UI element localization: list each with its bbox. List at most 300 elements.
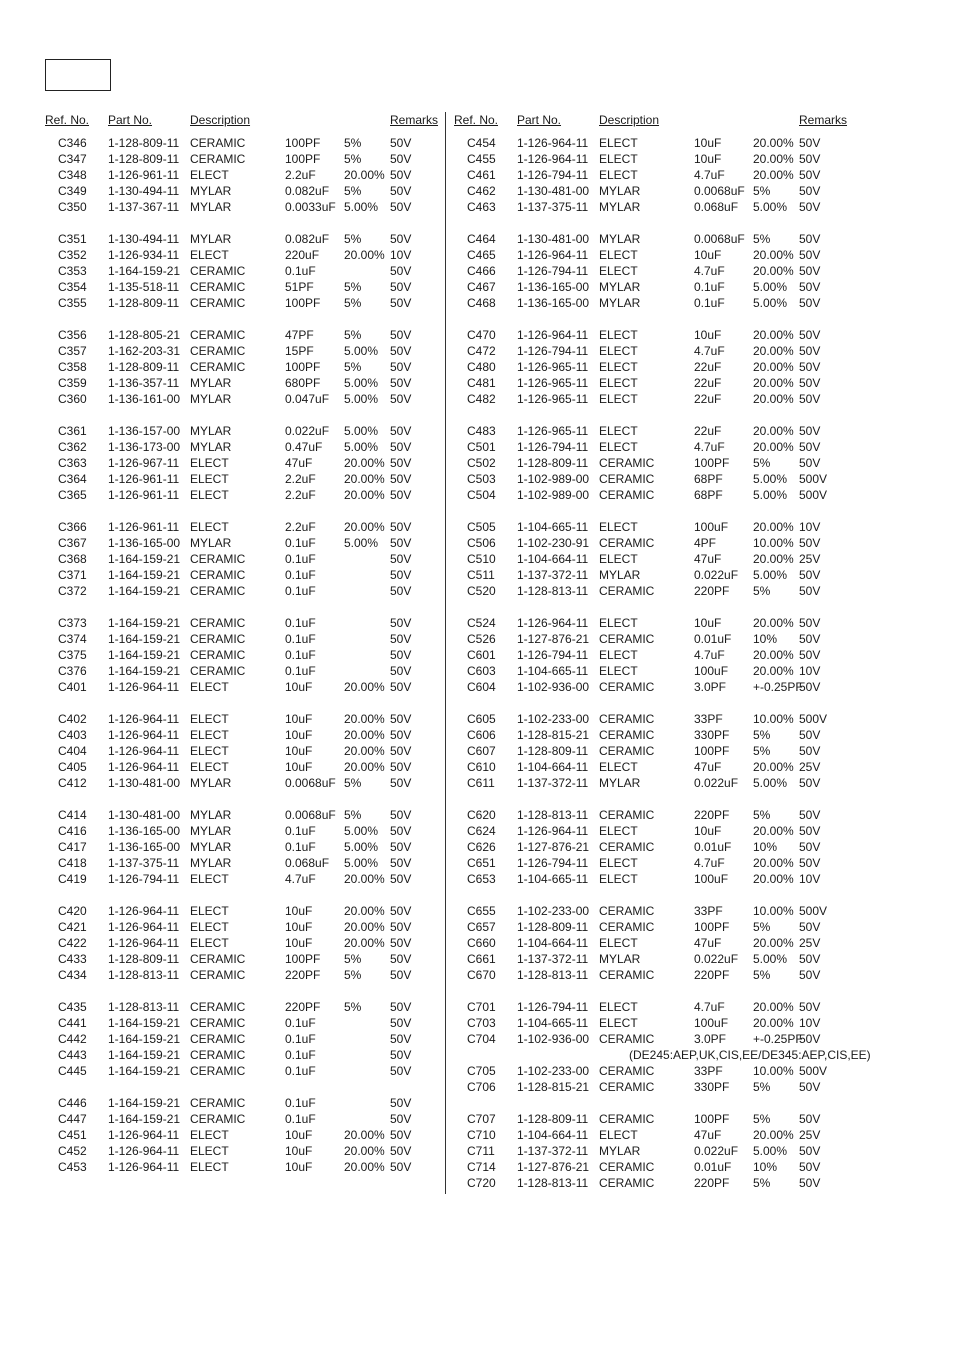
value-cell: 68PF (694, 472, 723, 486)
ref-no-cell: C505 (467, 520, 496, 534)
description-cell: ELECT (599, 344, 638, 358)
ref-no-cell: C465 (467, 248, 496, 262)
voltage-cell: 50V (799, 568, 821, 582)
value-cell: 4.7uF (694, 648, 725, 662)
part-no-cell: 1-130-481-00 (517, 232, 590, 246)
tolerance-cell: 5% (344, 152, 362, 166)
tolerance-cell: 20.00% (753, 248, 794, 262)
value-cell: 0.1uF (285, 552, 316, 566)
ref-no-cell: C524 (467, 616, 496, 630)
voltage-cell: 50V (390, 536, 412, 550)
voltage-cell: 50V (390, 488, 412, 502)
ref-no-cell: C705 (467, 1064, 496, 1078)
part-no-cell: 1-126-964-11 (517, 248, 589, 262)
description-cell: ELECT (599, 1016, 638, 1030)
value-cell: 33PF (694, 1064, 723, 1078)
ref-no-cell: C446 (58, 1096, 87, 1110)
value-cell: 0.1uF (285, 568, 316, 582)
value-cell: 0.1uF (285, 536, 316, 550)
value-cell: 0.1uF (285, 1064, 316, 1078)
voltage-cell: 50V (390, 200, 412, 214)
value-cell: 0.068uF (694, 200, 739, 214)
part-no-cell: 1-126-794-11 (517, 648, 589, 662)
ref-no-cell: C703 (467, 1016, 496, 1030)
description-cell: CERAMIC (190, 152, 246, 166)
description-cell: CERAMIC (190, 952, 246, 966)
description-cell: MYLAR (190, 424, 232, 438)
ref-no-cell: C418 (58, 856, 87, 870)
column-divider (445, 112, 446, 1194)
part-no-cell: 1-137-372-11 (517, 952, 589, 966)
value-cell: 0.1uF (285, 1048, 316, 1062)
value-cell: 47uF (694, 1128, 722, 1142)
part-no-cell: 1-137-372-11 (517, 568, 589, 582)
part-no-cell: 1-130-481-00 (108, 808, 181, 822)
tolerance-cell: 5.00% (753, 200, 788, 214)
voltage-cell: 50V (390, 1032, 412, 1046)
value-cell: 100PF (694, 1112, 730, 1126)
value-cell: 10uF (285, 728, 313, 742)
voltage-cell: 10V (799, 664, 821, 678)
description-cell: ELECT (599, 264, 638, 278)
part-no-cell: 1-126-964-11 (108, 1160, 180, 1174)
ref-no-cell: C502 (467, 456, 496, 470)
voltage-cell: 50V (799, 584, 821, 598)
part-no-cell: 1-126-965-11 (517, 360, 589, 374)
ref-no-cell: C442 (58, 1032, 87, 1046)
tolerance-cell: 5.00% (344, 440, 379, 454)
ref-no-cell: C482 (467, 392, 496, 406)
part-no-cell: 1-127-876-21 (517, 632, 590, 646)
part-no-cell: 1-164-159-21 (108, 1016, 181, 1030)
ref-no-cell: C402 (58, 712, 87, 726)
part-no-cell: 1-126-965-11 (517, 424, 589, 438)
part-no-cell: 1-126-964-11 (108, 936, 180, 950)
part-no-cell: 1-128-809-11 (108, 952, 180, 966)
tolerance-cell: 10% (753, 840, 778, 854)
tolerance-cell: 5.00% (753, 568, 788, 582)
part-no-cell: 1-126-964-11 (517, 152, 589, 166)
part-no-cell: 1-102-989-00 (517, 488, 590, 502)
voltage-cell: 50V (390, 280, 412, 294)
voltage-cell: 50V (390, 456, 412, 470)
voltage-cell: 50V (799, 280, 821, 294)
tolerance-cell: 5% (344, 808, 362, 822)
part-no-cell: 1-137-375-11 (108, 856, 180, 870)
part-no-cell: 1-126-964-11 (517, 616, 589, 630)
ref-no-cell: C367 (58, 536, 87, 550)
description-cell: CERAMIC (599, 728, 655, 742)
value-cell: 10uF (285, 1160, 313, 1174)
description-cell: CERAMIC (599, 904, 655, 918)
ref-no-cell: C653 (467, 872, 496, 886)
voltage-cell: 50V (799, 376, 821, 390)
ref-no-cell: C704 (467, 1032, 496, 1046)
value-cell: 220PF (694, 1176, 730, 1190)
value-cell: 10uF (285, 680, 313, 694)
description-cell: CERAMIC (599, 744, 655, 758)
ref-no-cell: C349 (58, 184, 87, 198)
tolerance-cell: 20.00% (344, 872, 385, 886)
header-remarks: Remarks (390, 113, 439, 127)
description-cell: ELECT (190, 1144, 229, 1158)
tolerance-cell: 5.00% (753, 952, 788, 966)
tolerance-cell: 20.00% (344, 728, 385, 742)
value-cell: 220PF (285, 1000, 321, 1014)
description-cell: MYLAR (190, 824, 232, 838)
ref-no-cell: C359 (58, 376, 87, 390)
voltage-cell: 50V (390, 440, 412, 454)
part-no-cell: 1-127-876-21 (517, 1160, 590, 1174)
ref-no-cell: C466 (467, 264, 496, 278)
value-cell: 10uF (694, 616, 722, 630)
ref-no-cell: C468 (467, 296, 496, 310)
voltage-cell: 50V (390, 632, 412, 646)
part-no-cell: 1-128-813-11 (517, 968, 589, 982)
description-cell: ELECT (599, 760, 638, 774)
ref-no-cell: C372 (58, 584, 87, 598)
description-cell: MYLAR (190, 184, 232, 198)
voltage-cell: 10V (390, 248, 412, 262)
voltage-cell: 500V (799, 488, 828, 502)
part-no-cell: 1-128-809-11 (108, 136, 180, 150)
description-cell: ELECT (599, 168, 638, 182)
voltage-cell: 50V (799, 296, 821, 310)
voltage-cell: 50V (390, 968, 412, 982)
ref-no-cell: C626 (467, 840, 496, 854)
value-cell: 100PF (694, 920, 730, 934)
part-no-cell: 1-128-815-21 (517, 728, 590, 742)
tolerance-cell: +-0.25PF (753, 680, 803, 694)
destination-note: (DE245:AEP,UK,CIS,EE/DE345:AEP,CIS,EE) (629, 1048, 871, 1062)
voltage-cell: 500V (799, 1064, 828, 1078)
ref-no-cell: C375 (58, 648, 87, 662)
voltage-cell: 50V (390, 552, 412, 566)
tolerance-cell: 20.00% (753, 648, 794, 662)
ref-no-cell: C520 (467, 584, 496, 598)
part-no-cell: 1-137-372-11 (517, 776, 589, 790)
ref-no-cell: C610 (467, 760, 496, 774)
part-no-cell: 1-164-159-21 (108, 632, 181, 646)
value-cell: 22uF (694, 424, 722, 438)
voltage-cell: 50V (799, 1000, 821, 1014)
part-no-cell: 1-102-233-00 (517, 712, 590, 726)
value-cell: 47uF (694, 936, 722, 950)
ref-no-cell: C404 (58, 744, 87, 758)
voltage-cell: 50V (390, 344, 412, 358)
part-no-cell: 1-127-876-21 (517, 840, 590, 854)
voltage-cell: 500V (799, 712, 828, 726)
value-cell: 0.01uF (694, 632, 732, 646)
part-no-cell: 1-126-961-11 (108, 472, 180, 486)
part-no-cell: 1-164-159-21 (108, 1096, 181, 1110)
description-cell: CERAMIC (190, 264, 246, 278)
value-cell: 0.022uF (285, 424, 330, 438)
part-no-cell: 1-126-964-11 (108, 712, 180, 726)
tolerance-cell: 5% (344, 184, 362, 198)
tolerance-cell: 5% (753, 744, 771, 758)
description-cell: CERAMIC (190, 360, 246, 374)
tolerance-cell: 5% (753, 584, 771, 598)
description-cell: ELECT (599, 1000, 638, 1014)
description-cell: MYLAR (190, 200, 232, 214)
part-no-cell: 1-126-964-11 (517, 136, 589, 150)
part-no-cell: 1-164-159-21 (108, 1064, 181, 1078)
voltage-cell: 50V (390, 856, 412, 870)
tolerance-cell: 10.00% (753, 712, 794, 726)
value-cell: 680PF (285, 376, 321, 390)
voltage-cell: 50V (799, 232, 821, 246)
tolerance-cell: 20.00% (344, 1128, 385, 1142)
voltage-cell: 50V (390, 1144, 412, 1158)
description-cell: CERAMIC (190, 1064, 246, 1078)
tolerance-cell: 20.00% (753, 440, 794, 454)
value-cell: 0.0068uF (285, 776, 336, 790)
ref-no-cell: C353 (58, 264, 87, 278)
tolerance-cell: 20.00% (344, 488, 385, 502)
tolerance-cell: 20.00% (753, 424, 794, 438)
part-no-cell: 1-128-809-11 (108, 296, 180, 310)
description-cell: ELECT (190, 1128, 229, 1142)
tolerance-cell: 5.00% (344, 424, 379, 438)
part-no-cell: 1-126-964-11 (108, 1144, 180, 1158)
tolerance-cell: 20.00% (344, 760, 385, 774)
tolerance-cell: 5.00% (753, 1144, 788, 1158)
ref-no-cell: C607 (467, 744, 496, 758)
tolerance-cell: 20.00% (344, 248, 385, 262)
tolerance-cell: 5% (753, 968, 771, 982)
tolerance-cell: 5.00% (753, 296, 788, 310)
ref-no-cell: C445 (58, 1064, 87, 1078)
ref-no-cell: C511 (467, 568, 495, 582)
value-cell: 4.7uF (694, 856, 725, 870)
description-cell: MYLAR (599, 568, 641, 582)
voltage-cell: 50V (799, 1144, 821, 1158)
voltage-cell: 50V (390, 1016, 412, 1030)
description-cell: ELECT (190, 472, 229, 486)
value-cell: 4.7uF (694, 1000, 725, 1014)
value-cell: 0.01uF (694, 1160, 732, 1174)
part-no-cell: 1-162-203-31 (108, 344, 181, 358)
value-cell: 2.2uF (285, 168, 316, 182)
description-cell: MYLAR (190, 440, 232, 454)
tolerance-cell: 20.00% (753, 520, 794, 534)
description-cell: CERAMIC (599, 1064, 655, 1078)
ref-no-cell: C503 (467, 472, 496, 486)
description-cell: CERAMIC (190, 1112, 246, 1126)
tolerance-cell: 5.00% (344, 824, 379, 838)
voltage-cell: 50V (390, 680, 412, 694)
tolerance-cell: 20.00% (753, 328, 794, 342)
tolerance-cell: 20.00% (753, 264, 794, 278)
voltage-cell: 50V (799, 680, 821, 694)
ref-no-cell: C657 (467, 920, 496, 934)
part-no-cell: 1-136-157-00 (108, 424, 181, 438)
ref-no-cell: C347 (58, 152, 87, 166)
description-cell: ELECT (599, 360, 638, 374)
value-cell: 10uF (285, 936, 313, 950)
part-no-cell: 1-126-794-11 (517, 1000, 589, 1014)
value-cell: 0.0033uF (285, 200, 336, 214)
tolerance-cell: 20.00% (344, 936, 385, 950)
description-cell: MYLAR (599, 776, 641, 790)
tolerance-cell: 5.00% (344, 536, 379, 550)
tolerance-cell: 20.00% (753, 856, 794, 870)
value-cell: 100PF (694, 456, 730, 470)
tolerance-cell: 20.00% (753, 760, 794, 774)
tolerance-cell: 5% (753, 456, 771, 470)
voltage-cell: 50V (799, 776, 821, 790)
tolerance-cell: 20.00% (344, 472, 385, 486)
voltage-cell: 50V (799, 184, 821, 198)
description-cell: CERAMIC (599, 584, 655, 598)
description-cell: CERAMIC (190, 664, 246, 678)
part-no-cell: 1-164-159-21 (108, 616, 181, 630)
tolerance-cell: 5% (753, 1112, 771, 1126)
voltage-cell: 25V (799, 760, 821, 774)
description-cell: CERAMIC (599, 968, 655, 982)
tolerance-cell: 20.00% (344, 168, 385, 182)
ref-no-cell: C526 (467, 632, 496, 646)
ref-no-cell: C483 (467, 424, 496, 438)
part-no-cell: 1-136-165-00 (108, 840, 181, 854)
part-no-cell: 1-126-964-11 (108, 744, 180, 758)
voltage-cell: 50V (390, 664, 412, 678)
part-no-cell: 1-135-518-11 (108, 280, 180, 294)
value-cell: 47uF (694, 760, 722, 774)
value-cell: 2.2uF (285, 520, 316, 534)
description-cell: CERAMIC (599, 808, 655, 822)
voltage-cell: 50V (390, 584, 412, 598)
tolerance-cell: 20.00% (344, 904, 385, 918)
voltage-cell: 10V (799, 520, 821, 534)
ref-no-cell: C361 (58, 424, 87, 438)
voltage-cell: 50V (390, 296, 412, 310)
voltage-cell: 50V (390, 184, 412, 198)
value-cell: 33PF (694, 712, 723, 726)
value-cell: 100PF (694, 744, 730, 758)
ref-no-cell: C501 (467, 440, 496, 454)
ref-no-cell: C601 (467, 648, 496, 662)
value-cell: 0.047uF (285, 392, 330, 406)
tolerance-cell: 20.00% (344, 680, 385, 694)
part-no-cell: 1-130-494-11 (108, 184, 180, 198)
voltage-cell: 50V (390, 1064, 412, 1078)
part-no-cell: 1-128-809-11 (108, 152, 180, 166)
description-cell: ELECT (190, 760, 229, 774)
part-no-cell: 1-164-159-21 (108, 648, 181, 662)
value-cell: 100PF (285, 952, 321, 966)
description-cell: ELECT (190, 904, 229, 918)
tolerance-cell: 20.00% (753, 376, 794, 390)
part-no-cell: 1-136-165-00 (108, 536, 181, 550)
ref-no-cell: C461 (467, 168, 496, 182)
value-cell: 100uF (694, 664, 729, 678)
value-cell: 22uF (694, 360, 722, 374)
part-no-cell: 1-126-794-11 (517, 264, 589, 278)
value-cell: 0.022uF (694, 776, 739, 790)
description-cell: CERAMIC (190, 552, 246, 566)
value-cell: 0.0068uF (285, 808, 336, 822)
ref-no-cell: C655 (467, 904, 496, 918)
ref-no-cell: C376 (58, 664, 87, 678)
ref-no-cell: C356 (58, 328, 87, 342)
value-cell: 47uF (285, 456, 313, 470)
description-cell: ELECT (599, 616, 638, 630)
value-cell: 100uF (694, 872, 729, 886)
description-cell: MYLAR (190, 808, 232, 822)
voltage-cell: 50V (390, 520, 412, 534)
description-cell: ELECT (599, 152, 638, 166)
description-cell: ELECT (599, 424, 638, 438)
ref-no-cell: C422 (58, 936, 87, 950)
voltage-cell: 50V (390, 712, 412, 726)
voltage-cell: 50V (799, 536, 821, 550)
voltage-cell: 50V (799, 424, 821, 438)
description-cell: MYLAR (190, 392, 232, 406)
part-no-cell: 1-128-809-11 (517, 744, 589, 758)
description-cell: MYLAR (599, 280, 641, 294)
ref-no-cell: C510 (467, 552, 496, 566)
description-cell: ELECT (599, 664, 638, 678)
part-no-cell: 1-128-813-11 (517, 1176, 589, 1190)
part-no-cell: 1-126-964-11 (108, 760, 180, 774)
part-no-cell: 1-128-809-11 (517, 456, 589, 470)
voltage-cell: 50V (390, 472, 412, 486)
ref-no-cell: C714 (467, 1160, 496, 1174)
tolerance-cell: 5% (753, 808, 771, 822)
part-no-cell: 1-126-794-11 (517, 344, 589, 358)
ref-no-cell: C405 (58, 760, 87, 774)
description-cell: MYLAR (599, 952, 641, 966)
part-no-cell: 1-126-964-11 (517, 824, 589, 838)
page-number-box (45, 59, 111, 91)
voltage-cell: 50V (390, 232, 412, 246)
voltage-cell: 50V (390, 424, 412, 438)
voltage-cell: 50V (390, 1128, 412, 1142)
part-no-cell: 1-126-964-11 (108, 728, 180, 742)
ref-no-cell: C358 (58, 360, 87, 374)
voltage-cell: 50V (799, 168, 821, 182)
description-cell: ELECT (599, 136, 638, 150)
value-cell: 0.1uF (285, 1096, 316, 1110)
ref-no-cell: C416 (58, 824, 87, 838)
description-cell: CERAMIC (190, 568, 246, 582)
part-no-cell: 1-128-813-11 (517, 808, 589, 822)
voltage-cell: 50V (390, 328, 412, 342)
tolerance-cell: 5% (344, 776, 362, 790)
description-cell: CERAMIC (190, 1096, 246, 1110)
ref-no-cell: C441 (58, 1016, 87, 1030)
description-cell: ELECT (599, 376, 638, 390)
voltage-cell: 50V (390, 872, 412, 886)
part-no-cell: 1-126-967-11 (108, 456, 180, 470)
value-cell: 0.01uF (694, 840, 732, 854)
part-no-cell: 1-136-357-11 (108, 376, 180, 390)
tolerance-cell: 5.00% (344, 376, 379, 390)
value-cell: 220PF (694, 968, 730, 982)
ref-no-cell: C463 (467, 200, 496, 214)
part-no-cell: 1-137-375-11 (517, 200, 589, 214)
description-cell: MYLAR (599, 184, 641, 198)
ref-no-cell: C414 (58, 808, 87, 822)
description-cell: ELECT (190, 920, 229, 934)
ref-no-cell: C455 (467, 152, 496, 166)
description-cell: CERAMIC (599, 920, 655, 934)
ref-no-cell: C660 (467, 936, 496, 950)
value-cell: 0.082uF (285, 184, 330, 198)
description-cell: CERAMIC (599, 1080, 655, 1094)
